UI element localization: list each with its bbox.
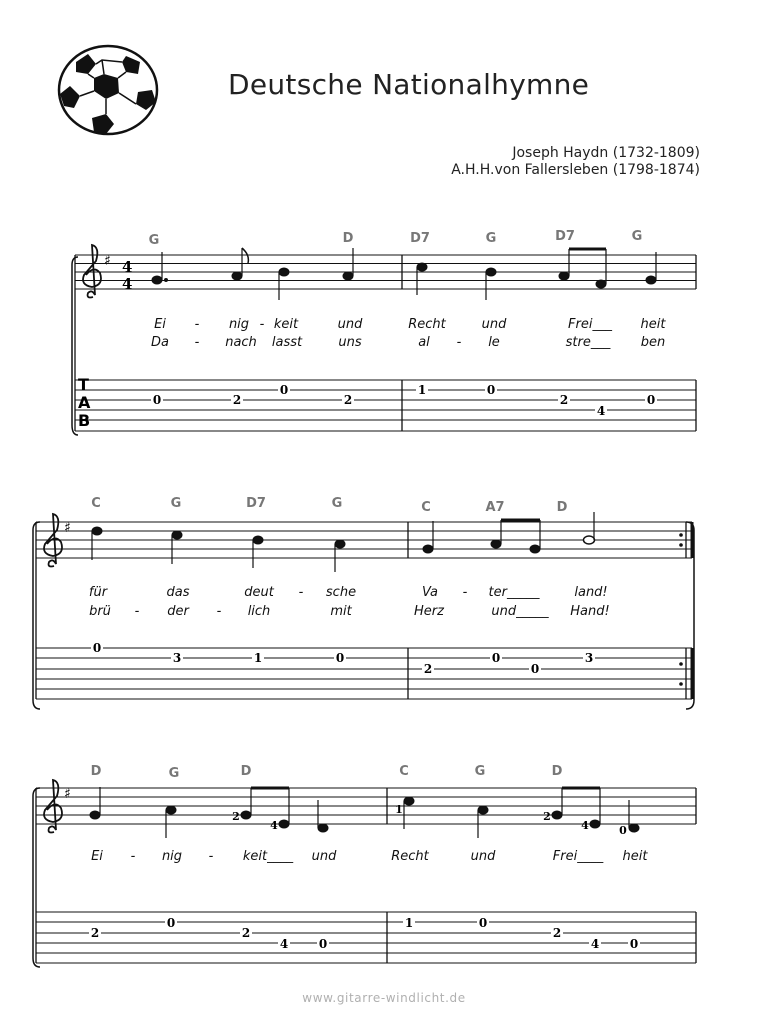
soccer-ball-icon — [56, 44, 160, 136]
lyric-syllable: heit — [640, 317, 666, 332]
tab-number: 3 — [584, 651, 594, 665]
note — [253, 536, 263, 544]
finger-number: 4 — [581, 819, 589, 832]
lyric-hyphen: - — [194, 335, 200, 350]
lyric-syllable: heit — [622, 849, 648, 864]
music-system-3 — [0, 760, 768, 972]
lyric-hyphen: - — [456, 335, 462, 350]
tab-clef-t: T — [78, 375, 89, 394]
note — [590, 820, 600, 828]
chord-symbol: G — [170, 496, 182, 511]
key-signature-sharp: ♯ — [64, 520, 71, 536]
lyric-syllable: und — [337, 317, 363, 332]
tab-number: 0 — [152, 393, 162, 407]
note — [629, 824, 639, 832]
chord-symbol: G — [474, 764, 486, 779]
tab-number: 1 — [253, 651, 263, 665]
chord-symbol: D7 — [246, 496, 266, 511]
lyric-hyphen: - — [298, 585, 304, 600]
lyric-syllable: ben — [640, 335, 666, 350]
lyric-syllable: Va — [421, 585, 439, 600]
note — [552, 811, 562, 819]
lyric-syllable: nig — [228, 317, 250, 332]
time-signature-top: 4 — [122, 258, 133, 276]
lyric-hyphen: - — [134, 604, 140, 619]
staff-and-tab-system-3 — [0, 760, 768, 972]
tab-number: 3 — [172, 651, 182, 665]
lyric-syllable: nig — [161, 849, 183, 864]
lyric-syllable: Herz — [414, 604, 444, 619]
finger-number: 1 — [395, 803, 403, 816]
notes — [90, 787, 639, 838]
tab-number: 0 — [478, 916, 488, 930]
lyric-hyphen: - — [194, 317, 200, 332]
chord-symbol: G — [631, 229, 643, 244]
tab-clef-a: A — [78, 393, 91, 412]
time-signature-bottom: 4 — [122, 275, 133, 293]
lyric-syllable: land! — [574, 585, 608, 600]
lyric-syllable: und — [311, 849, 337, 864]
note — [404, 797, 414, 805]
note — [596, 280, 606, 288]
lyric-syllable: Hand! — [570, 604, 610, 619]
lyric-syllable: deut — [244, 585, 274, 600]
tab-number: 0 — [318, 937, 328, 951]
lyric-syllable: al — [418, 335, 430, 350]
note-half — [584, 536, 595, 544]
chord-symbol: G — [168, 766, 180, 781]
lyric-syllable: Ei — [91, 849, 103, 864]
note — [343, 272, 353, 280]
note — [241, 811, 251, 819]
lyric-syllable: und — [470, 849, 496, 864]
lyric-syllable: le — [488, 335, 500, 350]
note — [90, 811, 100, 819]
note — [152, 276, 162, 284]
note — [318, 824, 328, 832]
tab-number: 0 — [486, 383, 496, 397]
tab-number: 0 — [166, 916, 176, 930]
lyric-syllable: keit____ — [242, 849, 294, 864]
fingerings — [232, 803, 627, 837]
lyric-hyphen: - — [259, 317, 265, 332]
note — [491, 540, 501, 548]
key-signature-sharp: ♯ — [64, 786, 71, 802]
lyric-syllable: mit — [330, 604, 352, 619]
tab-number: 4 — [279, 937, 289, 951]
lyric-syllable: Recht — [408, 317, 446, 332]
note — [279, 268, 289, 276]
lyric-syllable: ter_____ — [488, 585, 540, 600]
chord-symbol: C — [91, 496, 101, 511]
tab-number: 0 — [530, 662, 540, 676]
tab-number: 0 — [279, 383, 289, 397]
chord-symbol: A7 — [485, 500, 505, 515]
finger-number: 2 — [232, 810, 240, 823]
chord-symbol: C — [399, 764, 409, 779]
music-system-2 — [0, 492, 768, 717]
note — [166, 806, 176, 814]
dot — [165, 279, 168, 282]
chord-symbol: D — [240, 764, 252, 779]
lyric-hyphen: - — [130, 849, 136, 864]
lyric-hyphen: - — [462, 585, 468, 600]
composer-credit: Joseph Haydn (1732-1809) — [512, 145, 700, 161]
tab-number: 2 — [241, 926, 251, 940]
lyric-syllable: keit — [273, 317, 299, 332]
lyricist-credit: A.H.H.von Fallersleben (1798-1874) — [451, 162, 700, 178]
chord-symbol: D7 — [410, 231, 430, 246]
chord-symbol: G — [331, 496, 343, 511]
chord-symbol: C — [421, 500, 431, 515]
lyric-syllable: sche — [325, 585, 357, 600]
note — [232, 272, 242, 280]
chord-symbol: G — [485, 231, 497, 246]
tab-number: 2 — [343, 393, 353, 407]
tab-clef-b: B — [78, 411, 91, 430]
lyric-syllable: das — [166, 585, 190, 600]
tab-number: 0 — [335, 651, 345, 665]
lyric-syllable: der — [167, 604, 189, 619]
notes — [152, 248, 656, 300]
note — [423, 545, 433, 553]
tab-number: 2 — [552, 926, 562, 940]
tab-number: 0 — [92, 641, 102, 655]
tab-number: 0 — [646, 393, 656, 407]
finger-number: 4 — [270, 819, 278, 832]
lyric-syllable: Frei___ — [568, 317, 612, 332]
tab-number: 0 — [629, 937, 639, 951]
chord-symbol: D — [551, 764, 563, 779]
note — [559, 272, 569, 280]
tab-number: 2 — [232, 393, 242, 407]
chord-symbol: D — [342, 231, 354, 246]
note — [417, 263, 427, 271]
finger-number: 0 — [619, 824, 627, 837]
note — [92, 527, 102, 535]
key-signature-sharp: ♯ — [104, 253, 111, 269]
tab-number: 2 — [90, 926, 100, 940]
tab-number: 1 — [417, 383, 427, 397]
chord-symbol: D — [90, 764, 102, 779]
lyric-syllable: Frei____ — [552, 849, 604, 864]
chord-symbol: G — [148, 233, 160, 248]
lyric-syllable: lasst — [271, 335, 303, 350]
treble-clef-icon — [83, 245, 101, 298]
lyric-syllable: Ei — [154, 317, 166, 332]
staff-and-tab-system-2 — [0, 492, 768, 717]
lyric-syllable: brü — [89, 604, 111, 619]
lyric-syllable: und — [481, 317, 507, 332]
finger-number: 2 — [543, 810, 551, 823]
tab-number: 4 — [590, 937, 600, 951]
lyric-hyphen: - — [216, 604, 222, 619]
lyric-syllable: lich — [247, 604, 271, 619]
lyric-syllable: Recht — [391, 849, 429, 864]
tab-number: 0 — [491, 651, 501, 665]
note — [486, 268, 496, 276]
note — [478, 806, 488, 814]
lyric-syllable: stre___ — [565, 335, 611, 350]
repeat-dots — [679, 533, 683, 686]
note — [335, 540, 345, 548]
page-title: Deutsche Nationalhymne — [228, 68, 590, 101]
standard-staff — [36, 788, 696, 824]
note — [279, 820, 289, 828]
lyric-syllable: und_____ — [491, 604, 549, 619]
music-system-1 — [0, 225, 768, 445]
footer-website: www.gitarre-windlicht.de — [302, 991, 466, 1005]
chord-symbol: D — [556, 500, 568, 515]
lyric-hyphen: - — [208, 849, 214, 864]
note — [172, 531, 182, 539]
lyric-syllable: Da — [151, 335, 169, 350]
tab-number: 2 — [423, 662, 433, 676]
lyric-syllable: uns — [338, 335, 362, 350]
note — [646, 276, 656, 284]
tab-number: 2 — [559, 393, 569, 407]
notes — [92, 512, 595, 572]
chord-symbol: D7 — [555, 229, 575, 244]
lyric-syllable: nach — [225, 335, 257, 350]
tab-number: 4 — [596, 404, 606, 418]
lyric-syllable: für — [88, 585, 108, 600]
note — [530, 545, 540, 553]
tab-number: 1 — [404, 916, 414, 930]
